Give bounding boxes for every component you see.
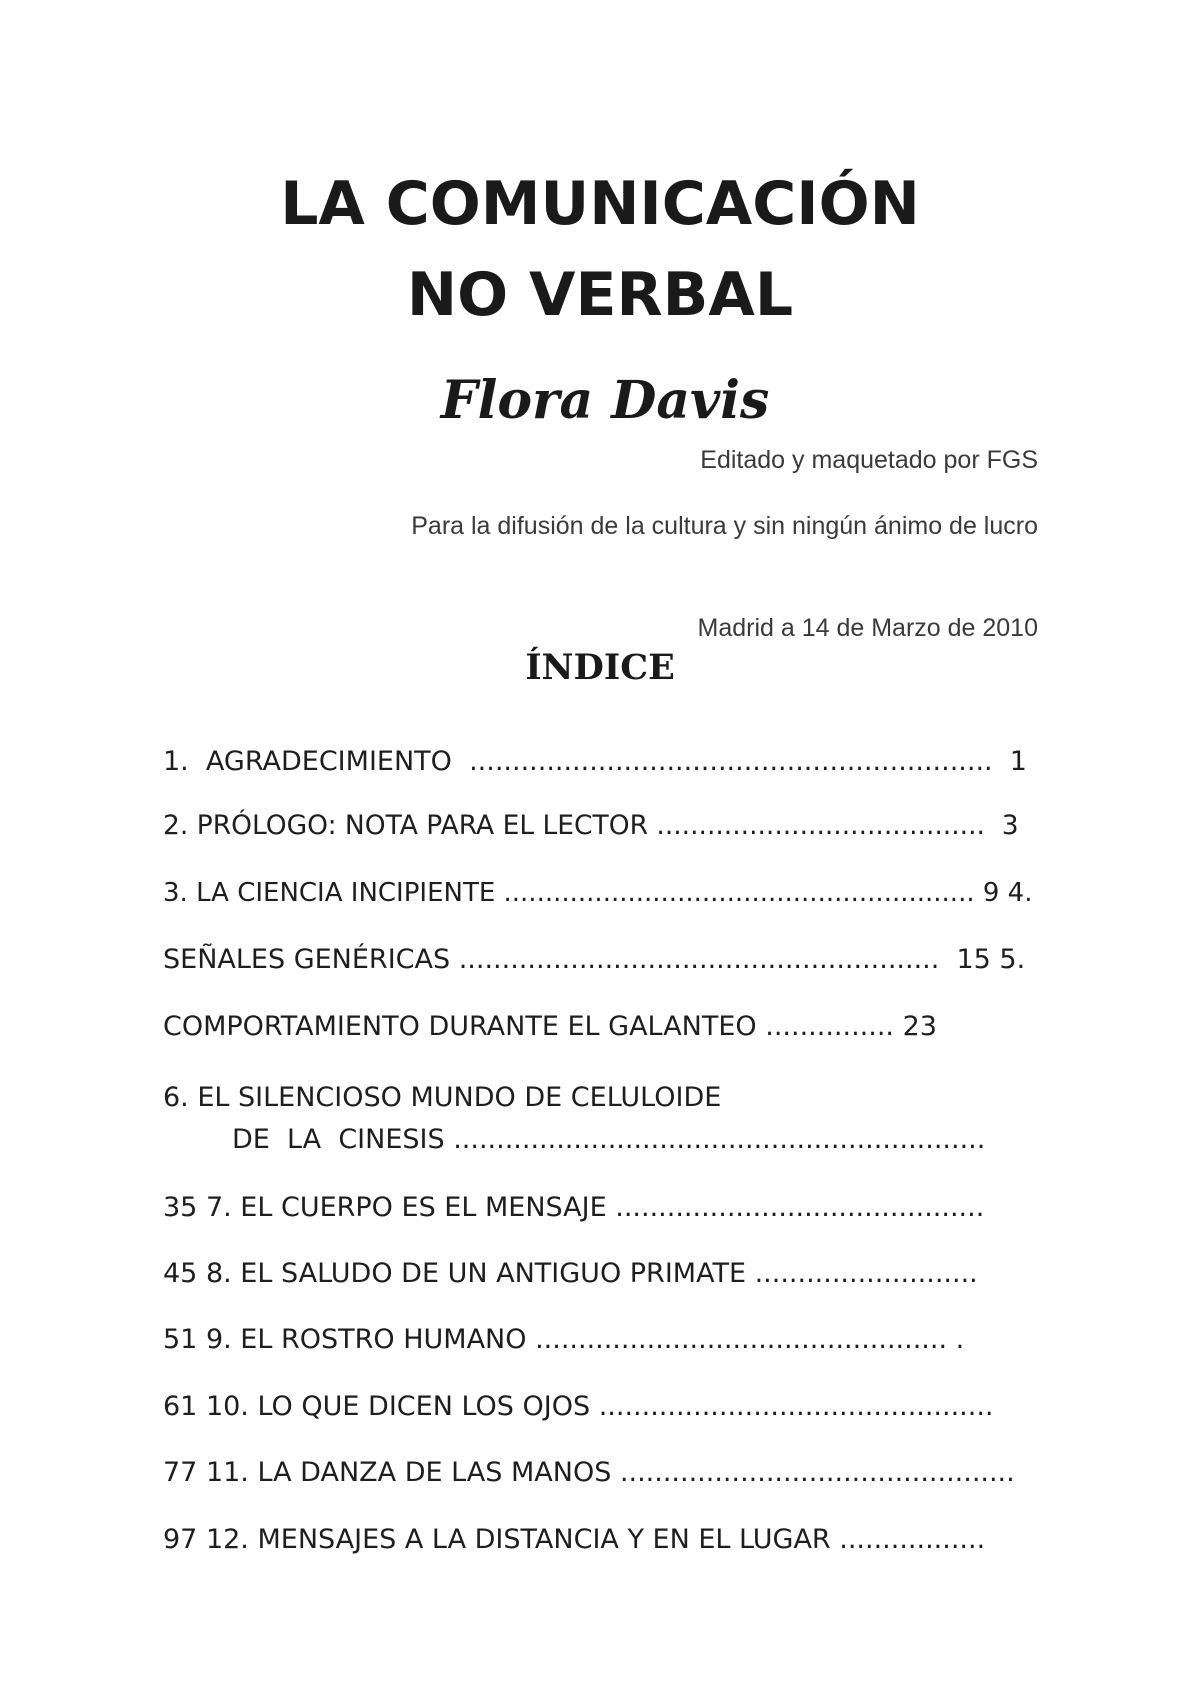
edited-by-note: Editado y maquetado por FGS [700, 446, 1038, 474]
toc-entry: 61 10. LO QUE DICEN LOS OJOS .............................................. [163, 1391, 994, 1422]
place-date-note: Madrid a 14 de Marzo de 2010 [697, 614, 1038, 642]
toc-entry: 51 9. EL ROSTRO HUMANO ................................................ . [163, 1324, 965, 1355]
toc-entry: 6. EL SILENCIOSO MUNDO DE CELULOIDE [163, 1082, 722, 1113]
index-heading: ÍNDICE [525, 647, 675, 688]
toc-entry: COMPORTAMIENTO DURANTE EL GALANTEO ............... 23 [163, 1011, 937, 1042]
toc-entry: 3. LA CIENCIA INCIPIENTE ......................................................... 9 4. [163, 878, 1033, 908]
author-name: Flora Davis [440, 370, 770, 431]
toc-entry: SEÑALES GENÉRICAS ........................................................ 15 5. [163, 944, 1026, 975]
toc-entry: 35 7. EL CUERPO ES EL MENSAJE ........................................... [163, 1192, 985, 1223]
toc-entry: 1. AGRADECIMIENTO ............................................................. 1 [163, 746, 1027, 777]
toc-entry: 77 11. LA DANZA DE LAS MANOS .............................................. [163, 1457, 1015, 1488]
purpose-note: Para la difusión de la cultura y sin ningún ánimo de lucro [411, 512, 1038, 540]
toc-entry: DE LA CINESIS .............................................................. [232, 1124, 986, 1155]
toc-entry: 97 12. MENSAJES A LA DISTANCIA Y EN EL LUGAR ................. [163, 1524, 986, 1555]
document-title-line-2: NO VERBAL [406, 260, 794, 330]
document-title-line-1: LA COMUNICACIÓN [280, 169, 920, 239]
toc-entry: 2. PRÓLOGO: NOTA PARA EL LECTOR ....................................... 3 [163, 810, 1019, 841]
toc-entry: 45 8. EL SALUDO DE UN ANTIGUO PRIMATE .......................... [163, 1258, 978, 1289]
